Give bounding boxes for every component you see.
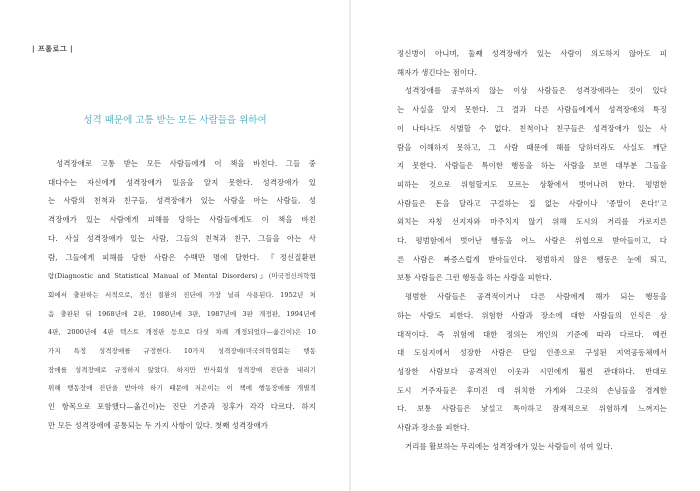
text-line: 지 못한다. 사람들은 특이한 행동을 하는 사람을 보면 대부분 그들을 [397, 161, 667, 171]
text-line: 보통 사람들은 그런 행동을 하는 사람을 피한다. [397, 273, 552, 283]
text-line: 람을 이해하지 못하고, 그 사람 때문에 해를 당하더라도 사실도 깨닫 [397, 142, 667, 152]
text-line: 피하는 것으로 위험할지도 모르는 상황에서 벗어나려 한다. 평범한 [397, 179, 667, 189]
text-line: 가지 특정 성격장애를 규정한다. 10가지 성격장애(미국의학협회는 행동 [48, 347, 316, 356]
text-line: 위해 행동장애 진단을 받아야 하기 때문에 저은이는 이 책에 행동장애를 개별적 [48, 384, 316, 393]
text-line: 장애를 성격장애로 규정하지 않았다. 하지만 반사회성 성격장애 진단을 내리기 [48, 365, 316, 374]
right-body-text [397, 45, 667, 456]
text-line: 른 사람은 짜증스럽게 받아들인다. 평범하지 않은 행동은 눈에 띄고, [397, 254, 667, 264]
text-line: 인 항목으로 포함했다—옮긴이)는 진단 기준과 징후가 각각 다르다. 하지 [48, 402, 316, 412]
text-line: 4판, 2000년에 4판 텍스트 개정판 등으로 다섯 차례 개정되었다—옮긴이)은 10 [48, 328, 316, 337]
text-line: 대다수는 자신에게 성격장애가 있음을 알지 못한다. 성격장애가 있 [48, 177, 316, 187]
text-line: 사람과 장소를 피한다. [397, 423, 470, 433]
text-line: 대적이다. 즉 위험에 대한 정의는 개인의 기준에 따라 다르다. 예컨 [397, 329, 667, 339]
text-line: 회에서 출판하는 서적으로, 정신 질환의 진단에 가장 널리 사용된다. 1952년 처 [48, 290, 316, 299]
text-line: 는 사실을 알지 못한다. 그 결과 다른 사람들에게서 성격장애의 특징 [397, 105, 667, 115]
text-line: 만 모든 성격장애에 공통되는 두 가지 사항이 있다. 첫째 성격장애가 [48, 420, 268, 430]
text-line: 이 나타나도 식별할 수 없다. 친척이나 친구들은 성격장애가 있는 사 [397, 123, 667, 133]
text-line: 하는 사람도 피한다. 위험한 사람과 장소에 대한 사람들의 인식은 상 [397, 310, 667, 320]
text-line: 평범한 사람들은 공격적이거나 다른 사람에게 해가 되는 행동을 [405, 292, 667, 302]
text-line: 해자가 생긴다는 점이다. [397, 67, 477, 77]
text-line: 거리를 활보하는 무리에는 성격장애가 있는 사람들이 섞여 있다. [405, 441, 613, 451]
text-line: 성격장애를 공부하지 않는 이상 사람들은 성격장애라는 것이 있다 [405, 86, 667, 96]
text-line: 다. 사실 성격장애가 있는 사람, 그들의 친척과 친구, 그들을 아는 사 [48, 233, 316, 243]
right-page [350, 0, 700, 491]
text-line: 대 도심지에서 성장한 사람은 단일 인종으로 구성된 지역공동체에서 [397, 348, 667, 358]
text-line: 람, 그들에게 피해를 당한 사람은 수백만 명에 달한다. 『정신질환편 [48, 252, 316, 262]
text-line: 정신병이 아니며, 둘째 성격장애가 있는 사람이 의도하지 않아도 피 [397, 49, 667, 58]
text-line: 도시 거주자들은 후미진 데 위치한 가게와 그곳의 손님들을 경계한 [397, 385, 667, 395]
text-line: 성장한 사람보다 공격적인 이웃과 시민에게 훨씬 관대하다. 반대로 [397, 366, 667, 376]
text-line: 사람들은 돈을 달라고 구걸하는 집 없는 사람이나 '종말이 온다!'고 [397, 198, 667, 208]
text-line: 음 출판된 뒤 1968년에 2판, 1980년에 3판, 1987년에 3판 개정판, 1994년에 [48, 309, 316, 318]
left-body-text [48, 155, 316, 436]
text-line: 외치는 자칭 선지자와 마주치지 않기 위해 도시의 거리를 가로지른 [397, 217, 667, 227]
section-label: | 프롤로그 | [32, 45, 74, 53]
text-line: 다. 보통 사람들은 낯설고 특이하고 잠재적으로 위험하게 느껴지는 [397, 404, 667, 414]
text-line: 성격장애로 고통 받는 모든 사람들에게 이 책을 바친다. 그들 중 [56, 159, 316, 168]
text-line: 격장애가 있는 사람에게 피해를 당하는 사람들에게도 이 책을 바친 [48, 215, 316, 225]
text-line: 는 사람의 친척과 친구들, 성격장애가 있는 사람을 아는 사람들, 성 [48, 196, 316, 206]
text-line: 다. 평범함에서 벗어난 행동을 어느 사람은 위협으로 받아들이고, 다 [397, 236, 667, 246]
chapter-title: 성격 때문에 고통 받는 모든 사람들을 위하여 [83, 115, 267, 126]
text-line: 람(Diagnostic and Statistical Manual of Mental Disorders)』(미국정신의학협 [48, 272, 316, 281]
